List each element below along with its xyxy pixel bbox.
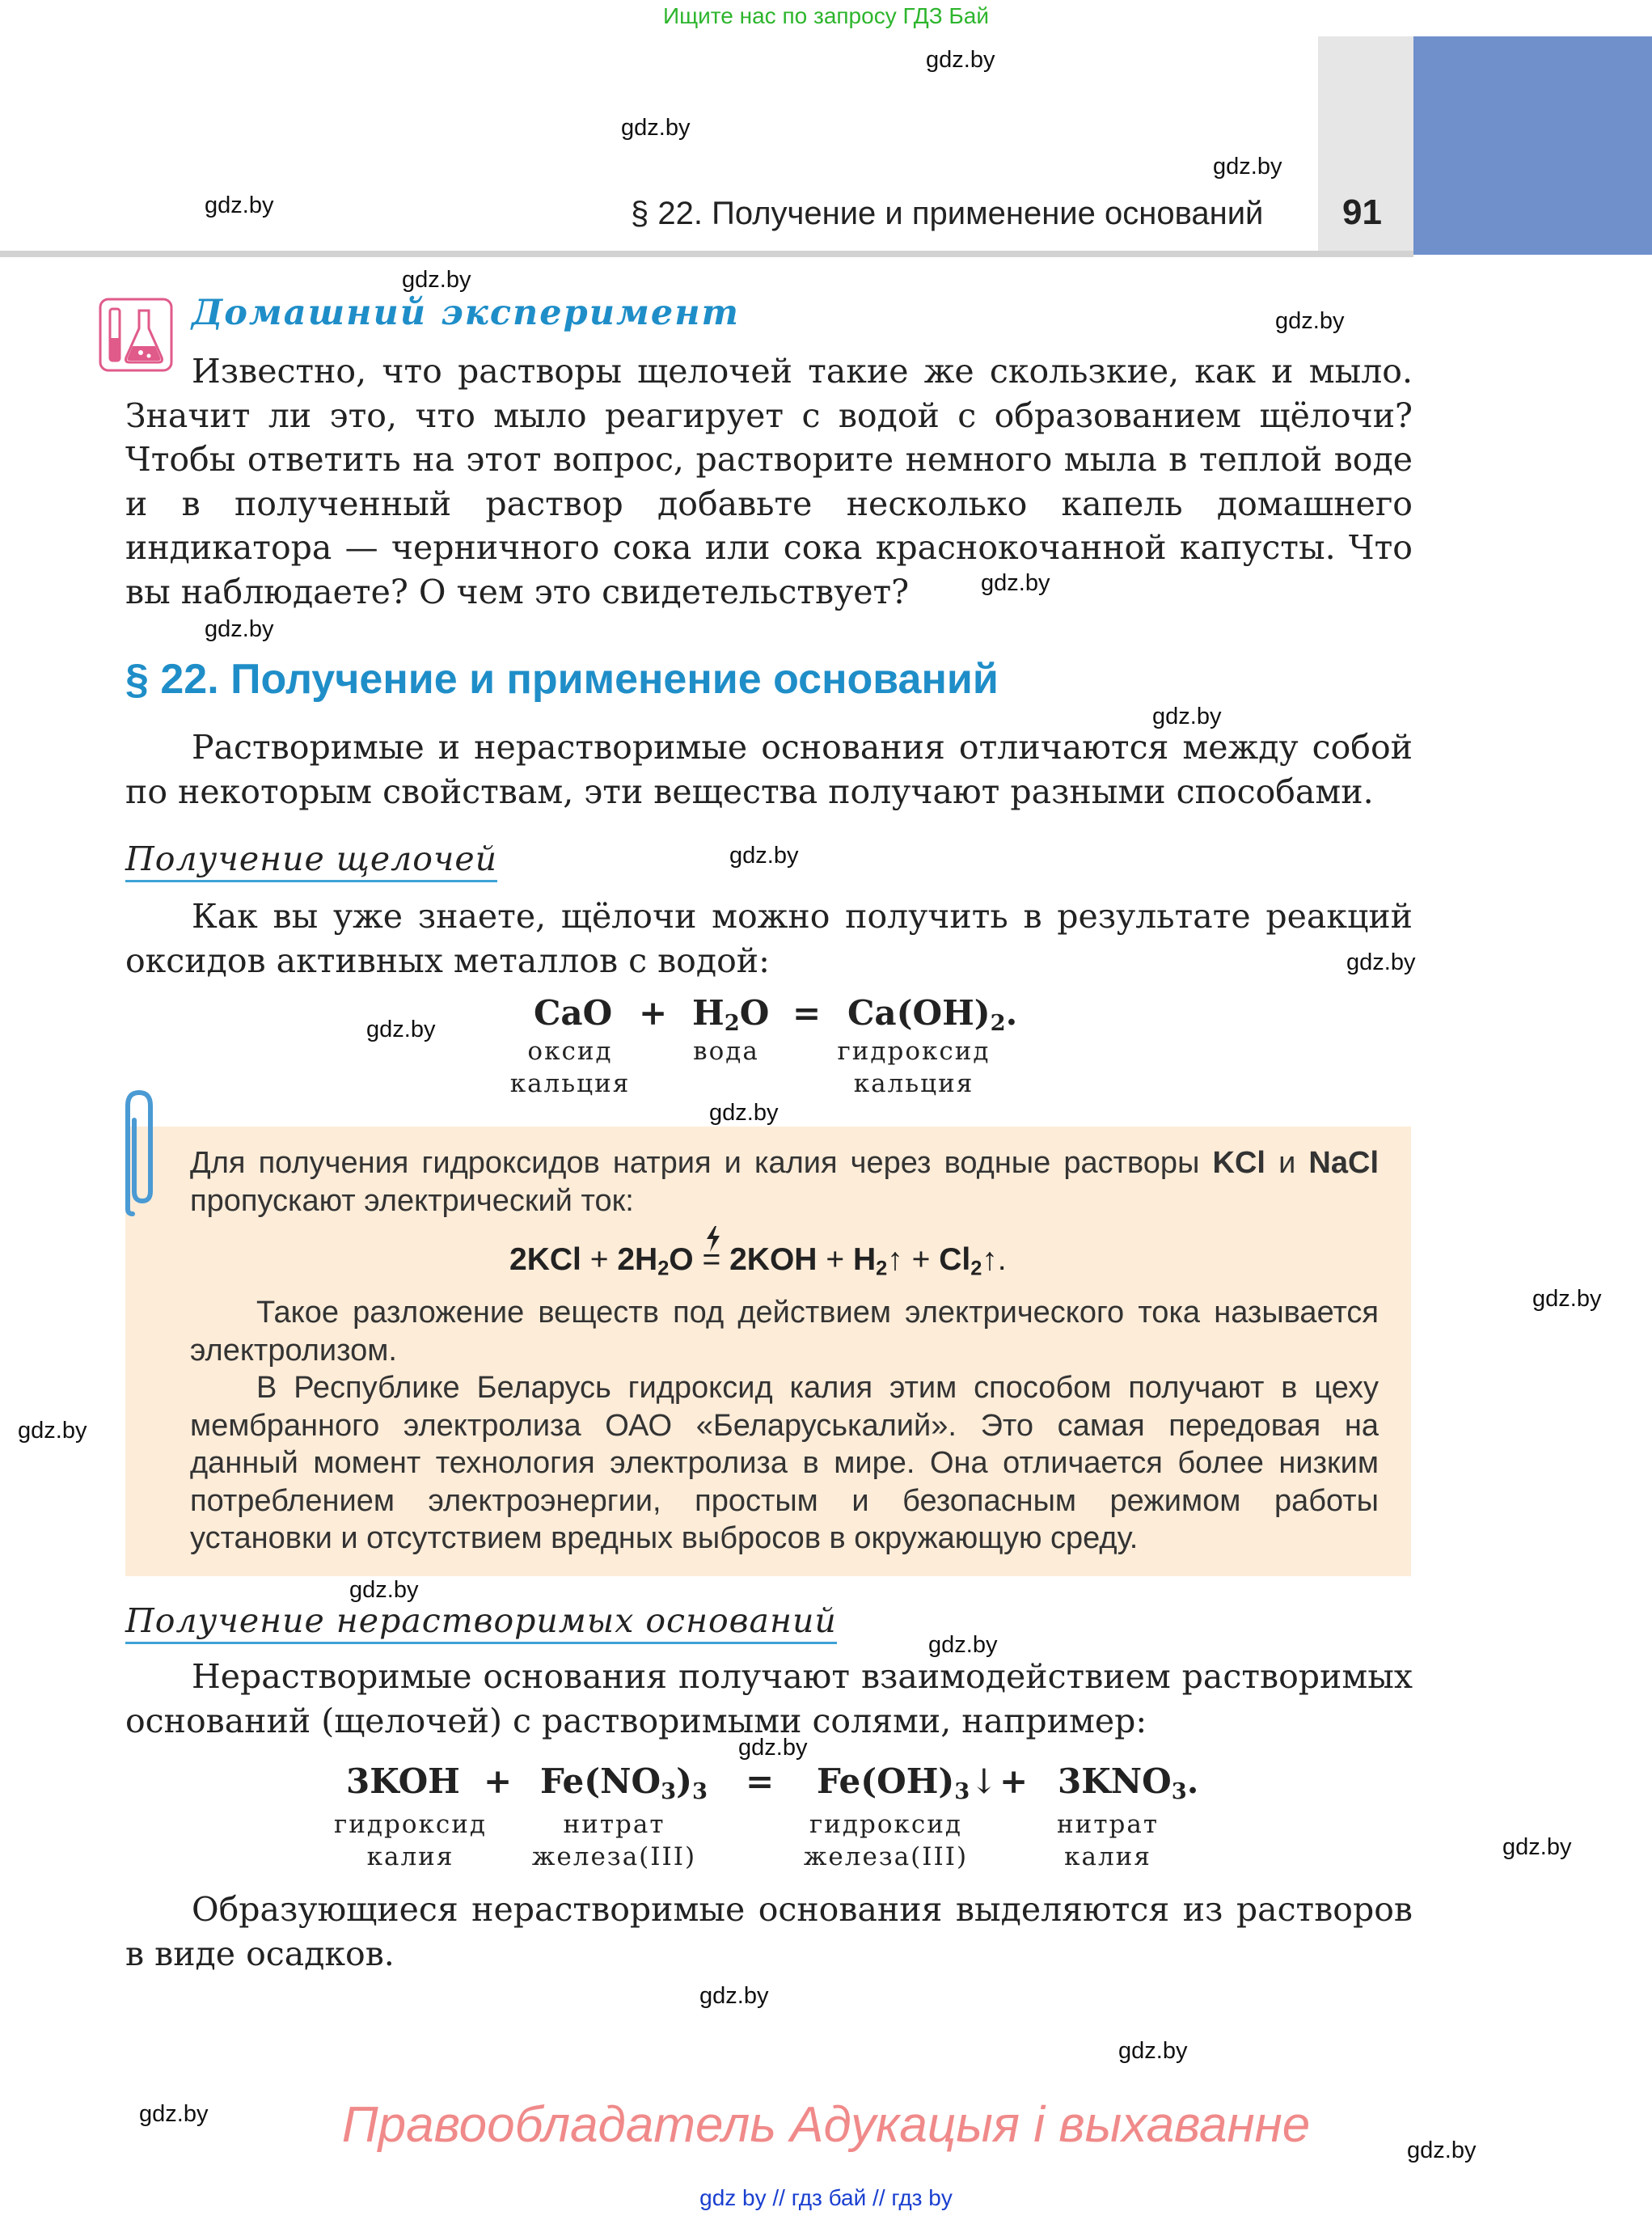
section-intro: Растворимые и нерастворимые основания отличаются между собой по некоторым свойствам, эти вещества получают разными способами. <box>125 728 1413 811</box>
formula-caoh2: $Ca(OH)_2$. <box>847 993 1018 1036</box>
label-potassium-nitrate: нитрат калия <box>1057 1810 1159 1871</box>
experiment-title: Домашний эксперимент <box>192 293 741 333</box>
watermark: gdz.by <box>139 2101 209 2127</box>
experiment-text: Известно, что растворы щелочей такие же скользкие, как и мыло. Значит ли это, что мыло реагирует с водой с образованием щёлочи? Чтобы ответить на этот вопрос, растворите немного мыла в теплой воде и в полученный раствор добавьте несколько капель домашнего индикатора — черничного сока или сока краснокочанной капусты. Что вы наблюдаете? О чем это свидетельствует? <box>125 352 1413 611</box>
paperclip-icon <box>104 1088 170 1217</box>
copyright-notice: Правообладатель Адукацыя і выхаванне <box>341 2097 1311 2153</box>
label-iron-nitrate: нитрат железа(III) <box>531 1810 697 1871</box>
header-color-block <box>1413 36 1652 255</box>
watermark: gdz.by <box>349 1577 419 1603</box>
watermark: gdz.by <box>699 1983 769 2009</box>
lightning-icon <box>703 1226 723 1252</box>
formula-plus: + <box>639 993 668 1033</box>
formula-cao: CaO <box>534 993 613 1033</box>
insoluble-conclusion: Образующиеся нерастворимые основания выделяются из растворов в виде осадков. <box>125 1890 1413 1973</box>
formula-kno3: $3KNO_3$. <box>1058 1761 1199 1804</box>
watermark: gdz.by <box>1213 154 1282 180</box>
watermark: gdz.by <box>1532 1286 1602 1312</box>
watermark: gdz.by <box>1407 2137 1477 2163</box>
insoluble-text: Нерастворимые основания получают взаимодействием растворимых оснований (щелочей) с растворимыми солями, например: <box>125 1657 1413 1740</box>
electrolysis-equation: $2KCl + 2H_2O$ = $2KOH + H_2↑$ + $Cl_2↑$. <box>509 1242 1007 1280</box>
watermark: gdz.by <box>729 843 799 869</box>
subheading-alkali: Получение щелочей <box>125 839 497 882</box>
electric-current-equals: = <box>702 1242 720 1277</box>
watermark: gdz.by <box>205 616 274 642</box>
formula-plus: + <box>999 1761 1029 1801</box>
subheading-insoluble: Получение нерастворимых оснований <box>125 1601 837 1644</box>
label-calcium-hydroxide: гидроксид кальция <box>837 1037 991 1098</box>
section-title: § 22. Получение и применение оснований <box>125 656 999 703</box>
note-paragraph-2: Такое разложение веществ под действием электрического тока называется электролизом. <box>190 1296 1379 1368</box>
watermark: gdz.by <box>1275 308 1345 334</box>
watermark: gdz.by <box>981 570 1050 596</box>
page-number: 91 <box>1342 192 1382 232</box>
running-head: § 22. Получение и применение оснований <box>631 196 1264 231</box>
formula-plus: + <box>484 1761 513 1801</box>
formula-equals: = <box>792 993 822 1033</box>
watermark: gdz.by <box>1118 2038 1188 2064</box>
watermark: gdz.by <box>1502 1834 1572 1860</box>
formula-equals: = <box>746 1761 775 1801</box>
watermark: gdz.by <box>402 267 471 293</box>
watermark: gdz.by <box>1152 704 1222 729</box>
top-banner[interactable]: Ищите нас по запросу ГДЗ Бай <box>662 3 990 28</box>
watermark: gdz.by <box>205 192 274 218</box>
alkali-text: Как вы уже знаете, щёлочи можно получить в результате реакций оксидов активных металлов с водой: <box>125 897 1413 980</box>
label-calcium-oxide: оксид кальция <box>509 1037 631 1098</box>
header-rule <box>0 251 1413 257</box>
watermark: gdz.by <box>621 115 691 141</box>
watermark: gdz.by <box>709 1100 779 1126</box>
watermark: gdz.by <box>1346 949 1416 975</box>
formula-koh: 3KOH <box>346 1761 460 1801</box>
note-paragraph-3: В Республике Беларусь гидроксид калия этим способом получают в цеху мембранного электролиза ОАО «Беларуськалий». Это самая передовая на данный момент технология электролиза в мире. Она отличается более низким потреблением электроэнергии, простым и безопасным режимом работы установки и отсутствием вредных выбросов в окружающую среду. <box>190 1371 1379 1555</box>
watermark: gdz.by <box>926 47 995 73</box>
watermark: gdz.by <box>18 1418 87 1444</box>
note-paragraph-1: Для получения гидроксидов натрия и калия через водные растворы KCl и NaCl пропускают электрический ток: <box>190 1146 1379 1218</box>
formula-iron-hydroxide: $Fe(OH)_3↓$ <box>817 1761 999 1804</box>
watermark: gdz.by <box>738 1735 808 1761</box>
formula-water: $H_2O$ <box>692 993 770 1036</box>
footer-links[interactable]: gdz by // гдз бай // гдз by <box>699 2185 953 2210</box>
label-water: вода <box>693 1037 759 1066</box>
formula-iron-nitrate: $Fe(NO_3)_3$ <box>540 1761 708 1804</box>
label-iron-hydroxide: гидроксид железа(III) <box>803 1810 969 1871</box>
label-potassium-hydroxide: гидроксид калия <box>334 1810 487 1871</box>
watermark: gdz.by <box>366 1017 436 1042</box>
watermark: gdz.by <box>928 1632 998 1658</box>
